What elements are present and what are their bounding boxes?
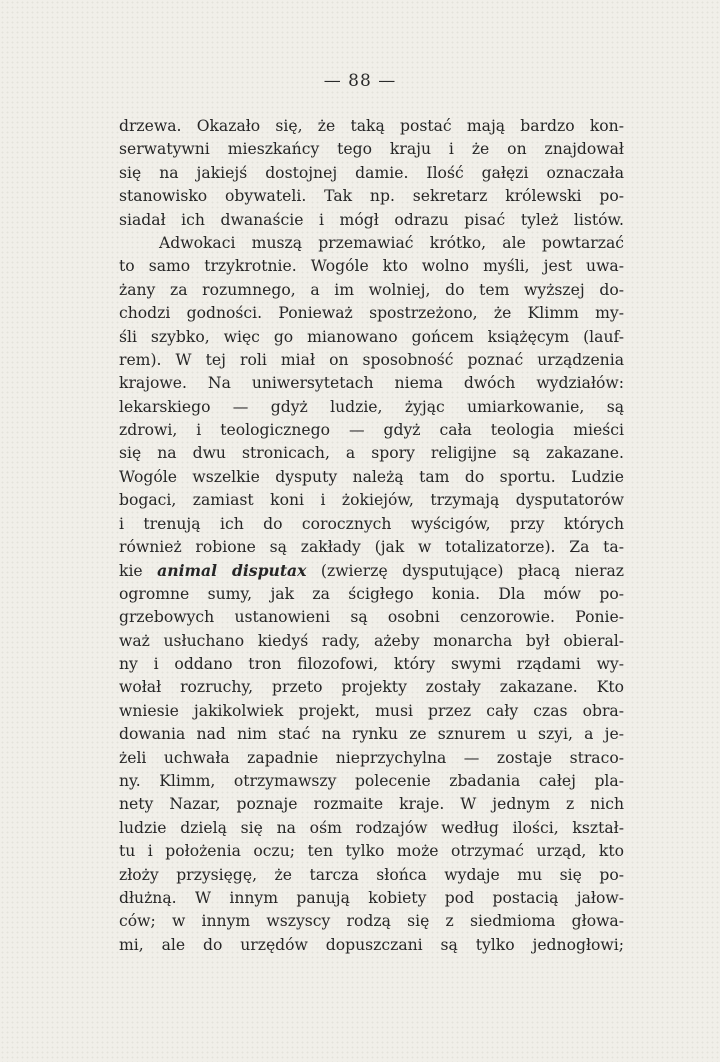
text-line: i trenują ich do corocznych wyścigów, przy których: [119, 514, 624, 533]
text-line: chodzi godności. Ponieważ spostrzeżono, że Klimm my-: [119, 304, 624, 323]
text-line: waż usłuchano kiedyś rady, ażeby monarcha był obieral-: [119, 631, 624, 650]
text-line: również robione są zakłady (jak w totalizatorze). Za ta-: [119, 538, 624, 557]
text-line: śli szybko, więc go mianowano gońcem książęcym (lauf-: [119, 327, 624, 346]
page-number: — 88 —: [323, 71, 397, 91]
text-line: to samo trzykrotnie. Wogóle kto wolno myśli, jest uwa-: [119, 257, 624, 276]
text-line: stanowisko obywateli. Tak np. sekretarz królewski po-: [119, 187, 624, 206]
text-line: lekarskiego — gdyż ludzie, żyjąc umiarkowanie, są: [119, 397, 624, 416]
text-line: krajowe. Na uniwersytetach niema dwóch wydziałów:: [119, 374, 624, 393]
text-line: złoży przysięgę, że tarcza słońca wydaje mu się po-: [119, 865, 624, 884]
text-line: wołał rozruchy, przeto projekty zostały zakazane. Kto: [119, 678, 624, 697]
text-line: zdrowi, i teologicznego — gdyż cała teologia mieści: [119, 421, 624, 440]
text-segment: kie: [119, 562, 158, 581]
text-line: mi, ale do urzędów dopuszczani są tylko jednogłowi;: [119, 935, 624, 954]
text-line: bogaci, zamiast koni i żokiejów, trzymają dysputatorów: [119, 491, 624, 510]
text-line: [119, 559, 624, 582]
text-line: rem). W tej roli miał on sposobność poznać urządzenia: [119, 350, 624, 369]
text-line: się na dwu stronicach, a spory religijne są zakazane.: [119, 444, 624, 463]
text-line: ludzie dzielą się na ośm rodzajów według ilości, kształ-: [119, 818, 624, 837]
body-text: [119, 115, 624, 957]
text-line: nety Nazar, poznaje rozmaite kraje. W jednym z nich: [119, 795, 624, 814]
text-line: grzebowych ustanowieni są osobni cenzorowie. Ponie-: [119, 608, 624, 627]
text-line: dłużną. W innym panują kobiety pod postacią jałow-: [119, 888, 624, 907]
text-segment: (zwierzę dysputujące) płacą nieraz: [306, 562, 624, 581]
text-line: ogromne sumy, jak za ścigłego konia. Dla mów po-: [119, 584, 624, 603]
text-line: żeli uchwała zapadnie nieprzychylna — zostaje straco-: [119, 748, 624, 767]
text-line: drzewa. Okazało się, że taką postać mają bardzo kon-: [119, 117, 624, 135]
text-line: ców; w innym wszyscy rodzą się z siedmioma głowa-: [119, 912, 624, 931]
italic-term: animal disputax: [157, 561, 307, 581]
text-line: ny. Klimm, otrzymawszy polecenie zbadania całej pla-: [119, 771, 624, 790]
text-line: wniesie jakikolwiek projekt, musi przez cały czas obra-: [119, 701, 624, 720]
text-line: siadał ich dwanaście i mógł odrazu pisać tyleż listów.: [119, 210, 624, 229]
text-line: dowania nad nim stać na rynku ze sznurem u szyi, a je-: [119, 725, 624, 744]
text-line: serwatywni mieszkańcy tego kraju i że on znajdował: [119, 140, 624, 159]
text-line: Wogóle wszelkie dysputy należą tam do sportu. Ludzie: [119, 467, 624, 486]
text-line: ny i oddano tron filozofowi, który swymi rządami wy-: [119, 654, 624, 673]
text-line: Adwokaci muszą przemawiać krótko, ale powtarzać: [159, 233, 624, 252]
text-line: żany za rozumnego, a im wolniej, do tem wyższej do-: [119, 280, 624, 299]
text-line: się na jakiejś dostojnej damie. Ilość gałęzi oznaczała: [119, 163, 624, 182]
text-line: tu i położenia oczu; ten tylko może otrzymać urząd, kto: [119, 842, 624, 861]
